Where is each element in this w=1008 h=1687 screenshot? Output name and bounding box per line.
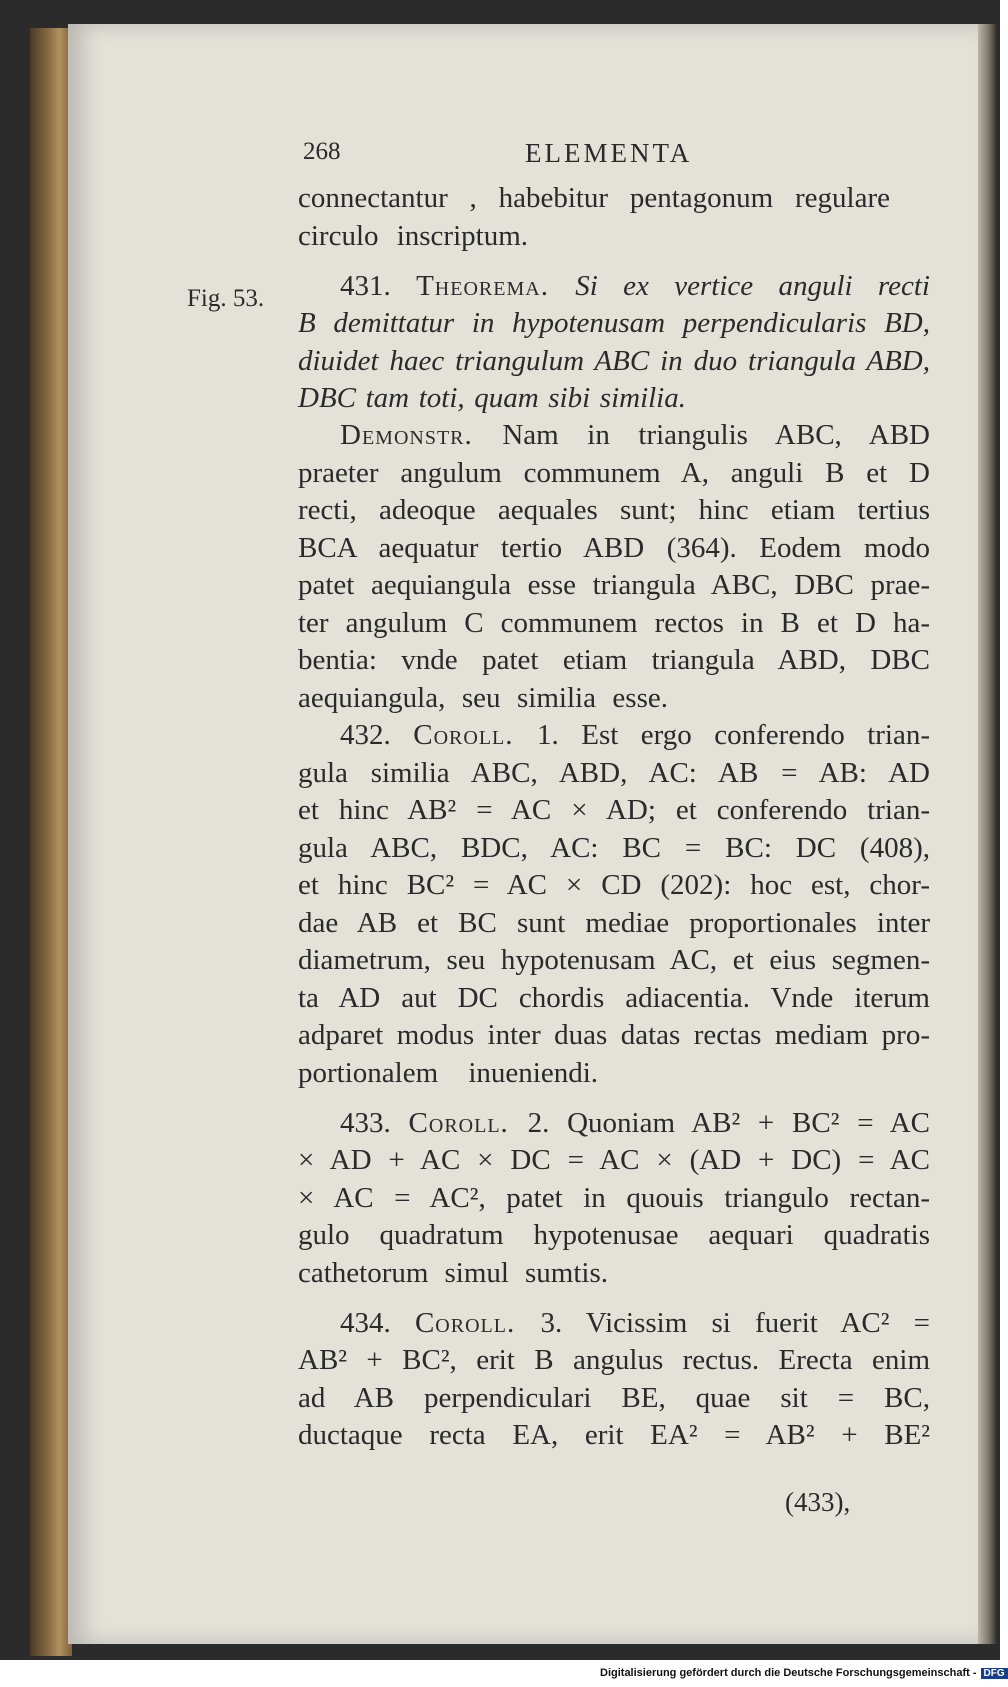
line-text: praeter angulum communem A, anguli B et D — [298, 457, 930, 489]
text-line — [298, 1180, 930, 1218]
paragraph-number: 434. — [340, 1307, 415, 1339]
line-text: bentia: vnde patet etiam triangula ABD, DBC — [298, 644, 930, 676]
book-spine — [30, 28, 72, 1656]
text-line — [298, 642, 930, 680]
line-text: et hinc AB² = AC × AD; et conferendo trian- — [298, 794, 930, 826]
paragraph-number: 433. — [340, 1107, 409, 1139]
line-text: ad AB perpendiculari BE, quae sit = BC, — [298, 1382, 930, 1414]
page-number: 268 — [303, 138, 341, 165]
line-text: B demittatur in hypotenusam perpendicularis BD, — [298, 307, 930, 339]
paragraph-number: 431. — [340, 270, 417, 302]
line-text: gula ABC, BDC, AC: BC = BC: DC (408), — [298, 832, 930, 864]
text-line — [298, 567, 930, 605]
section-label: Coroll. — [408, 1107, 528, 1139]
paragraph-number: 432. — [340, 719, 414, 751]
text-line — [298, 492, 930, 530]
line-text: 2. Quoniam AB² + BC² = AC — [527, 1107, 931, 1139]
line-text: recti, adeoque aequales sunt; hinc etiam tertius — [298, 494, 930, 526]
text-line — [298, 1055, 598, 1093]
text-line — [298, 942, 930, 980]
line-text: DBC tam toti, quam sibi similia. — [298, 382, 686, 414]
text-line — [298, 605, 930, 643]
text-line — [298, 530, 930, 568]
text-line — [298, 1342, 930, 1380]
figure-reference: Fig. 53. — [187, 285, 265, 312]
page-header — [303, 138, 693, 178]
line-text: gulo quadratum hypotenusae aequari quadratis — [298, 1219, 930, 1251]
line-text: diuidet haec triangulum ABC in duo triangula ABD, — [298, 345, 930, 377]
line-text: circulo inscriptum. — [298, 220, 528, 252]
line-text: adparet modus inter duas datas rectas mediam pro- — [298, 1019, 930, 1051]
line-text: ta AD aut DC chordis adiacentia. Vnde iterum — [298, 982, 930, 1014]
line-text: et hinc BC² = AC × CD (202): hoc est, chor- — [298, 869, 930, 901]
text-line — [298, 1417, 930, 1455]
dfg-logo: DFG — [981, 1668, 1008, 1679]
text-line — [298, 380, 686, 418]
text-line — [298, 905, 930, 943]
catchword: (433), — [785, 1487, 851, 1517]
line-text: ductaque recta EA, erit EA² = AB² + BE² — [298, 1419, 930, 1451]
section-label: Theorema. — [416, 270, 576, 302]
line-text: aequiangula, seu similia esse. — [298, 682, 668, 714]
line-text: Nam in triangulis ABC, ABD — [502, 419, 930, 451]
text-line — [298, 830, 930, 868]
text-line — [298, 455, 930, 493]
running-head: ELEMENTA — [525, 138, 693, 168]
line-text: ter angulum C communem rectos in B et D ha- — [298, 607, 930, 639]
line-text: 1. Est ergo conferendo trian- — [537, 719, 930, 751]
line-text: BCA aequatur tertio ABD (364). Eodem modo — [298, 532, 930, 564]
section-label: Demonstr. — [340, 419, 503, 451]
text-line — [298, 1142, 930, 1180]
text-line — [340, 1105, 930, 1143]
text-line — [298, 792, 930, 830]
text-line — [340, 417, 930, 455]
page-edge — [978, 24, 996, 1644]
text-line — [298, 1255, 608, 1293]
line-text: connectantur , habebitur pentagonum regulare — [298, 182, 890, 214]
section-label: Coroll. — [414, 1307, 541, 1339]
section-label: Coroll. — [413, 719, 537, 751]
line-text: cathetorum simul sumtis. — [298, 1257, 608, 1289]
text-line — [298, 218, 528, 256]
line-text: × AD + AC × DC = AC × (AD + DC) = AC — [298, 1144, 930, 1176]
text-line — [298, 1380, 930, 1418]
line-text: portionalem inueniendi. — [298, 1057, 598, 1089]
line-text: diametrum, seu hypotenusam AC, et eius segmen- — [298, 944, 930, 976]
line-text: dae AB et BC sunt mediae proportionales inter — [298, 907, 930, 939]
text-line — [298, 180, 890, 218]
line-text: gula similia ABC, ABD, AC: AB = AB: AD — [298, 757, 930, 789]
text-line — [298, 680, 668, 718]
text-line — [298, 1217, 930, 1255]
line-text: AB² + BC², erit B angulus rectus. Erecta enim — [298, 1344, 930, 1376]
text-line — [298, 305, 930, 343]
text-line — [298, 755, 930, 793]
text-line — [298, 867, 930, 905]
text-line — [298, 1017, 930, 1055]
line-text: Si ex vertice anguli recti — [575, 270, 930, 302]
footer-credit — [600, 1667, 1008, 1679]
line-text: 3. Vicissim si fuerit AC² = — [540, 1307, 930, 1339]
text-line — [298, 980, 930, 1018]
footer-text: Digitalisierung gefördert durch die Deutsche Forschungsgemeinschaft - — [600, 1667, 977, 1679]
text-line — [298, 343, 930, 381]
line-text: × AC = AC², patet in quouis triangulo rectan- — [298, 1182, 930, 1214]
text-line — [340, 268, 930, 306]
line-text: patet aequiangula esse triangula ABC, DBC prae- — [298, 569, 930, 601]
text-line — [340, 717, 930, 755]
text-line — [340, 1305, 930, 1343]
